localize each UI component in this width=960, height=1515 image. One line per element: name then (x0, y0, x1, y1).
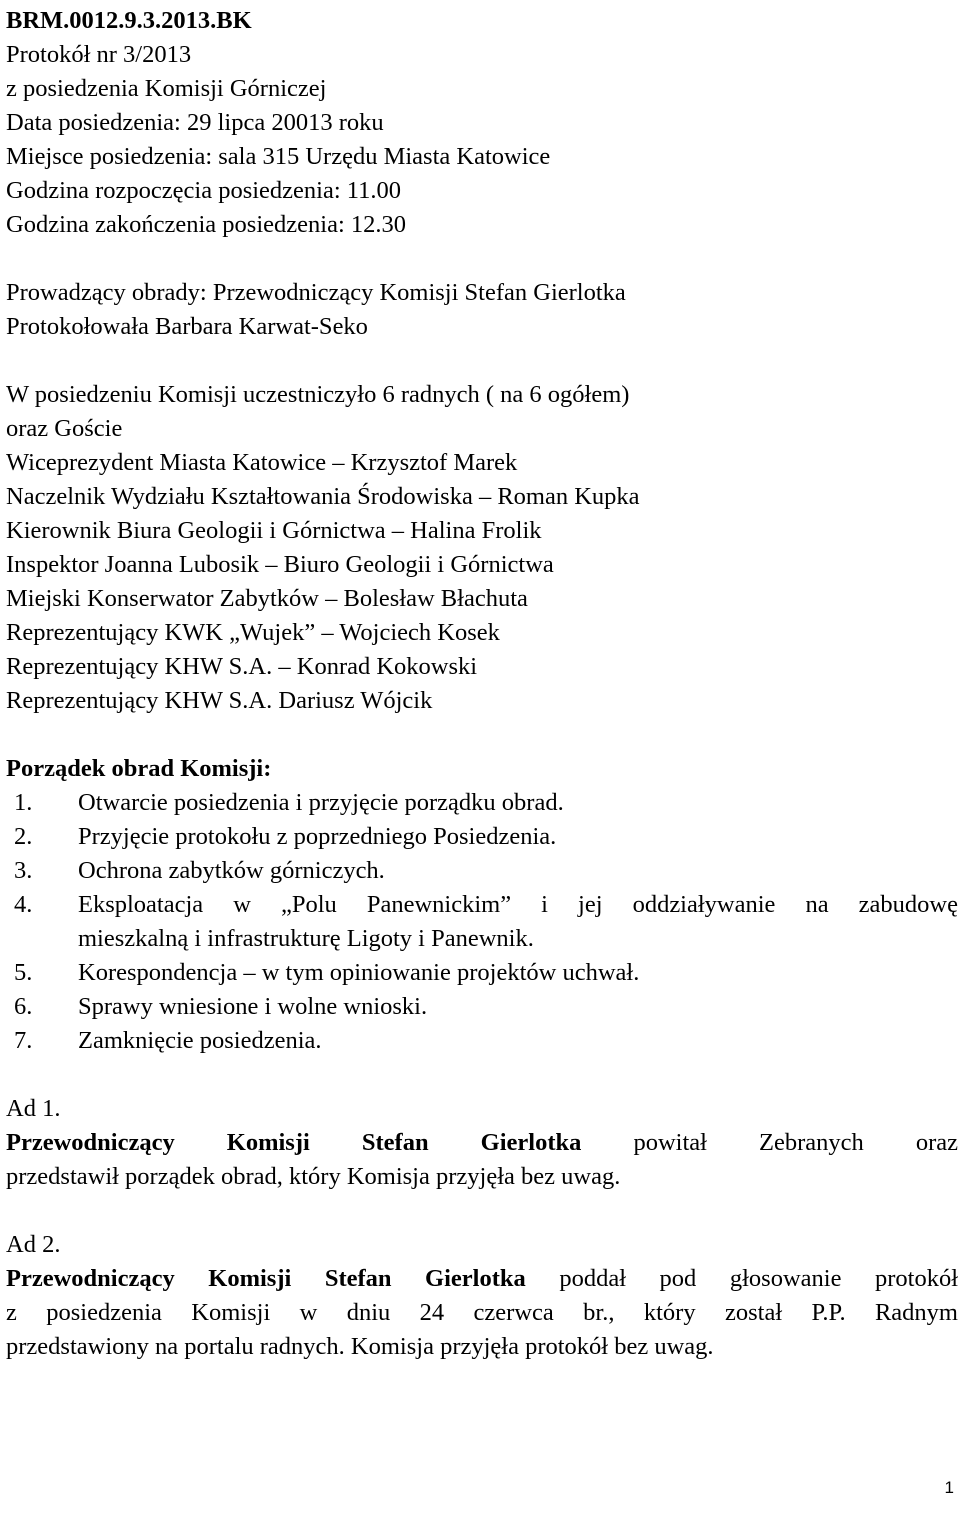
agenda-item (6, 956, 958, 990)
agenda-list (6, 786, 958, 1058)
section-paragraph (6, 1126, 958, 1194)
agenda-item-text: Eksploatacja w „Polu Panewnickim” i jej oddziaływanie na zabudowę (78, 891, 958, 918)
guest-line: Reprezentujący KHW S.A. – Konrad Kokowski (6, 653, 478, 680)
spacer (6, 344, 958, 378)
paragraph-line: z posiedzenia Komisji w dniu 24 czerwca br., który został P.P. Radnym (6, 1299, 958, 1326)
paragraph-line (6, 1262, 958, 1296)
guest-line: Naczelnik Wydziału Kształtowania Środowiska – Roman Kupka (6, 483, 640, 510)
agenda-item-number: 4. (14, 891, 33, 918)
spacer (6, 242, 958, 276)
section-heading: Ad 2. (6, 1231, 61, 1258)
page-number: 1 (944, 1478, 954, 1497)
protocol-number: Protokół nr 3/2013 (6, 41, 192, 68)
paragraph-line: przedstawiony na portalu radnych. Komisja przyjęła protokół bez uwag. (6, 1333, 714, 1360)
agenda-item-text-continued: mieszkalną i infrastrukturę Ligoty i Panewnik. (78, 925, 534, 952)
end-time: Godzina zakończenia posiedzenia: 12.30 (6, 211, 407, 238)
agenda-item-text: Otwarcie posiedzenia i przyjęcie porządku obrad. (78, 789, 564, 816)
agenda-title: Porządek obrad Komisji: (6, 755, 272, 782)
agenda-item-number: 1. (14, 789, 33, 816)
guest-line: Kierownik Biura Geologii i Górnictwa – Halina Frolik (6, 517, 542, 544)
document-reference: BRM.0012.9.3.2013.BK (6, 7, 252, 34)
agenda-item (6, 786, 958, 820)
paragraph-line (6, 1126, 958, 1160)
paragraph-text: powitał Zebranych oraz (633, 1129, 958, 1156)
agenda-item (6, 990, 958, 1024)
guest-line: Reprezentujący KWK „Wujek” – Wojciech Kosek (6, 619, 500, 646)
section-paragraph (6, 1262, 958, 1364)
start-time: Godzina rozpoczęcia posiedzenia: 11.00 (6, 177, 402, 204)
agenda-item-text: Przyjęcie protokołu z poprzedniego Posiedzenia. (78, 823, 557, 850)
spacer (6, 1194, 958, 1228)
agenda-item (6, 820, 958, 854)
chairperson: Prowadzący obrady: Przewodniczący Komisji Stefan Gierlotka (6, 279, 626, 306)
agenda-item-text: Ochrona zabytków górniczych. (78, 857, 385, 884)
guest-line: Miejski Konserwator Zabytków – Bolesław Błachuta (6, 585, 528, 612)
paragraph-line: przedstawił porządek obrad, który Komisja przyjęła bez uwag. (6, 1163, 621, 1190)
paragraph-text: poddał pod głosowanie protokół (559, 1265, 959, 1292)
section-heading: Ad 1. (6, 1095, 61, 1122)
agenda-item (6, 854, 958, 888)
attendance-intro: W posiedzeniu Komisji uczestniczyło 6 radnych ( na 6 ogółem) (6, 381, 630, 408)
agenda-item-number: 3. (14, 857, 33, 884)
guests-label: oraz Goście (6, 415, 123, 442)
chairperson-name: Przewodniczący Komisji Stefan Gierlotka (6, 1265, 526, 1292)
document-body (6, 4, 958, 1364)
agenda-item (6, 1024, 958, 1058)
agenda-item-number: 5. (14, 959, 33, 986)
agenda-item-text: Sprawy wniesione i wolne wnioski. (78, 993, 428, 1020)
committee-line: z posiedzenia Komisji Górniczej (6, 75, 327, 102)
spacer (6, 718, 958, 752)
chairperson-name: Przewodniczący Komisji Stefan Gierlotka (6, 1129, 582, 1156)
spacer (6, 1058, 958, 1092)
agenda-item-number: 2. (14, 823, 33, 850)
recorder: Protokołowała Barbara Karwat-Seko (6, 313, 368, 340)
guest-line: Wiceprezydent Miasta Katowice – Krzysztof Marek (6, 449, 518, 476)
meeting-place: Miejsce posiedzenia: sala 315 Urzędu Miasta Katowice (6, 143, 551, 170)
agenda-item-number: 7. (14, 1027, 33, 1054)
guest-line: Inspektor Joanna Lubosik – Biuro Geologii i Górnictwa (6, 551, 554, 578)
agenda-item-number: 6. (14, 993, 33, 1020)
agenda-item-text: Zamknięcie posiedzenia. (78, 1027, 322, 1054)
guest-line: Reprezentujący KHW S.A. Dariusz Wójcik (6, 687, 433, 714)
agenda-item-text: Korespondencja – w tym opiniowanie projektów uchwał. (78, 959, 640, 986)
agenda-item (6, 888, 958, 956)
meeting-date: Data posiedzenia: 29 lipca 20013 roku (6, 109, 384, 136)
